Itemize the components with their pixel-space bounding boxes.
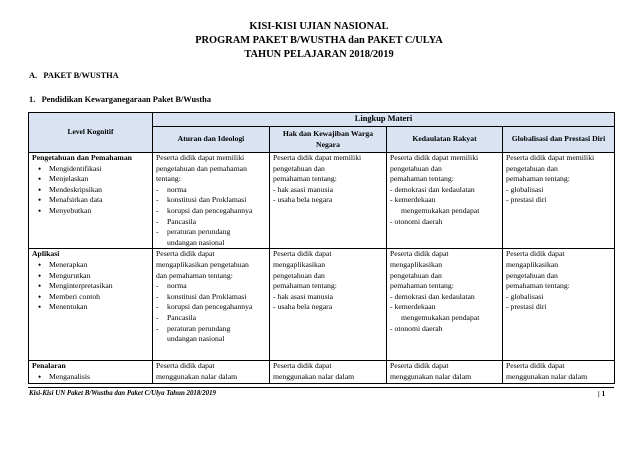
cell-text-line: menggunakan nalar dalam [156,371,238,381]
cell-text-line: pengetahuan dan pemahaman [156,163,247,173]
cell-text-line: undangan nasional [167,334,225,344]
column-header: Aturan dan Ideologi [153,127,270,153]
cell-text-line: Peserta didik dapat memiliki [156,153,245,162]
cell-text-line: Peserta didik dapat [156,249,215,259]
list-item: • Menginterpretasikan [32,281,149,292]
cell-text-line: pemahaman tentang: [390,174,454,184]
cell-text-line: pemahaman tentang: [273,281,337,291]
cell-text-line: - hak asasi manusia [273,291,333,301]
dash-item [156,324,266,335]
dash-item-text: norma [167,184,187,194]
materi-cell [503,153,615,249]
dash-item [156,206,266,217]
materi-cell [270,361,387,384]
dash-item-text: konstitusi dan Proklamasi [167,291,247,301]
column-header: Globalisasi dan Prestasi Diri [503,127,615,153]
level-bullet-list [32,164,149,217]
level-title: Pengetahuan dan Pemahaman [32,153,132,162]
cell-text-line: mengaplikasikan [273,259,326,269]
level-bullet-list [32,260,149,313]
materi-cell [270,249,387,361]
dash-item [156,302,266,313]
list-item: • Menganalisis [32,372,149,383]
list-item: • Mengidentifikasi [32,164,149,175]
dash-marker: - [156,302,159,312]
dash-item [156,185,266,196]
list-item: • Mendeskripsikan [32,185,149,196]
table-row [29,249,615,361]
cell-text-line: Peserta didik dapat [273,361,332,371]
cell-text-line: pengetahuan dan [273,163,325,173]
level-title: Penalaran [32,361,66,371]
materi-cell [387,249,503,361]
dash-item-text: konstitusi dan Proklamasi [167,195,247,205]
cell-text-line: menggunakan nalar dalam [506,371,588,381]
cell-text-line: - otonomi daerah [390,323,443,333]
title-line-2: PROGRAM PAKET B/WUSTHA dan PAKET C/ULYA [195,35,443,46]
materi-cell [387,153,503,249]
dash-marker: - [156,184,159,194]
dash-marker: - [156,291,159,301]
lingkup-materi-header: Lingkup Materi [153,113,615,127]
cell-text-line: - globalisasi [506,291,544,301]
cell-text-line: - otonomi daerah [390,216,443,226]
cell-text-line: Peserta didik dapat memiliki [390,153,479,162]
dash-marker: - [156,205,159,215]
cell-text-line: mengaplikasikan [506,259,559,269]
column-header: Kedaulatan Rakyat [387,127,503,153]
cell-text-line: pemahaman tentang: [273,174,337,184]
cell-text-line: - globalisasi [506,184,544,194]
dash-item-text: korupsi dan pencegahannya [167,205,253,215]
dash-marker: - [156,323,159,333]
cell-text-line: pemahaman tentang: [390,281,454,291]
list-item: • Menentukan [32,302,149,313]
dash-item [156,195,266,206]
level-kognitif-header: Level Kognitif [29,113,153,153]
materi-cell [503,249,615,361]
footer-text: Kisi-Kisi UN Paket B/Wustha dan Paket C/Ulya Tahun 2018/2019 [29,390,216,397]
cell-text-line: menggunakan nalar dalam [390,371,472,381]
materi-cell [270,153,387,249]
cell-text-line: Peserta didik dapat [156,361,215,371]
cell-text-line: - demokrasi dan kedaulatan [390,291,475,301]
dash-marker: - [156,227,159,237]
cell-text-line: mengemukakan pendapat [401,312,480,322]
cell-text-line: - kemerdekaan [390,302,436,312]
level-cell [29,249,153,361]
level-cell [29,153,153,249]
dash-item-text: Pancasila [167,312,197,322]
kisi-table [28,112,615,384]
cell-text-line: tentang: [156,174,181,184]
cell-text-line: menggunakan nalar dalam [273,371,355,381]
list-item: • Menafsirkan data [32,195,149,206]
cell-text-line: pengetahuan dan [273,270,325,280]
cell-text-line: Peserta didik dapat [506,249,565,259]
cell-text-line: dan pemahaman tentang: [156,270,233,280]
cell-text-line: - kemerdekaan [390,195,436,205]
dash-item [156,292,266,303]
list-item: • Menjelaskan [32,174,149,185]
cell-text-line: Peserta didik dapat [390,361,449,371]
list-item: • Mengurutkan [32,271,149,282]
dash-item [156,227,266,238]
cell-text-line: pengetahuan dan [506,270,558,280]
dash-marker: - [156,281,159,291]
title-line-1: KISI-KISI UJIAN NASIONAL [249,21,389,32]
dash-item-text: peraturan perundang [167,323,231,333]
dash-item-text: peraturan perundang [167,227,231,237]
cell-text-line: - usaha bela negara [273,302,333,312]
cell-text-line: mengaplikasikan pengetahuan [156,259,249,269]
cell-text-line: Peserta didik dapat memiliki [506,153,595,162]
cell-text-line: Peserta didik dapat [273,249,332,259]
dash-item [156,281,266,292]
column-header: Hak dan Kewajiban Warga Negara [270,127,387,153]
dash-marker: - [156,216,159,226]
dash-item [156,313,266,324]
table-row [29,361,615,384]
page-number: | 1 [598,389,606,398]
section-1-heading: 1. Pendidikan Kewarganegaraan Paket B/Wustha [29,95,212,104]
dash-item-text: Pancasila [167,216,197,226]
cell-text-line: Peserta didik dapat [390,249,449,259]
materi-cell [153,153,270,249]
cell-text-line: mengemukakan pendapat [401,205,480,215]
dash-item-text: korupsi dan pencegahannya [167,302,253,312]
cell-text-line: - usaha bela negara [273,195,333,205]
cell-text-line: pemahaman tentang: [506,281,570,291]
cell-text-line: mengaplikasikan [390,259,443,269]
materi-cell [153,249,270,361]
table-row [29,153,615,249]
title-line-3: TAHUN PELAJARAN 2018/2019 [244,49,394,60]
cell-text-line: undangan nasional [167,237,225,247]
materi-cell [153,361,270,384]
dash-marker: - [156,312,159,322]
cell-text-line: - prestasi diri [506,195,547,205]
cell-text-line: - hak asasi manusia [273,184,333,194]
cell-text-line: Peserta didik dapat [506,361,565,371]
list-item: • Memberi contoh [32,292,149,303]
level-cell [29,361,153,384]
cell-text-line: - prestasi diri [506,302,547,312]
cell-text-line: pengetahuan dan [506,163,558,173]
list-item: • Menyebutkan [32,206,149,217]
materi-cell [387,361,503,384]
list-item: • Menerapkan [32,260,149,271]
cell-text-line: pengetahuan dan [390,163,442,173]
section-a-heading: A. PAKET B/WUSTHA [29,71,119,80]
materi-cell [503,361,615,384]
title-block [0,20,638,62]
cell-text-line: - demokrasi dan kedaulatan [390,184,475,194]
cell-text-line: Peserta didik dapat memiliki [273,153,362,162]
cell-text-line: pengetahuan dan [390,270,442,280]
dash-item [156,217,266,228]
level-bullet-list [32,372,149,383]
footer-rule [28,387,614,388]
dash-item-text: norma [167,281,187,291]
level-title: Aplikasi [32,249,60,259]
dash-marker: - [156,195,159,205]
cell-text-line: pemahaman tentang: [506,174,570,184]
